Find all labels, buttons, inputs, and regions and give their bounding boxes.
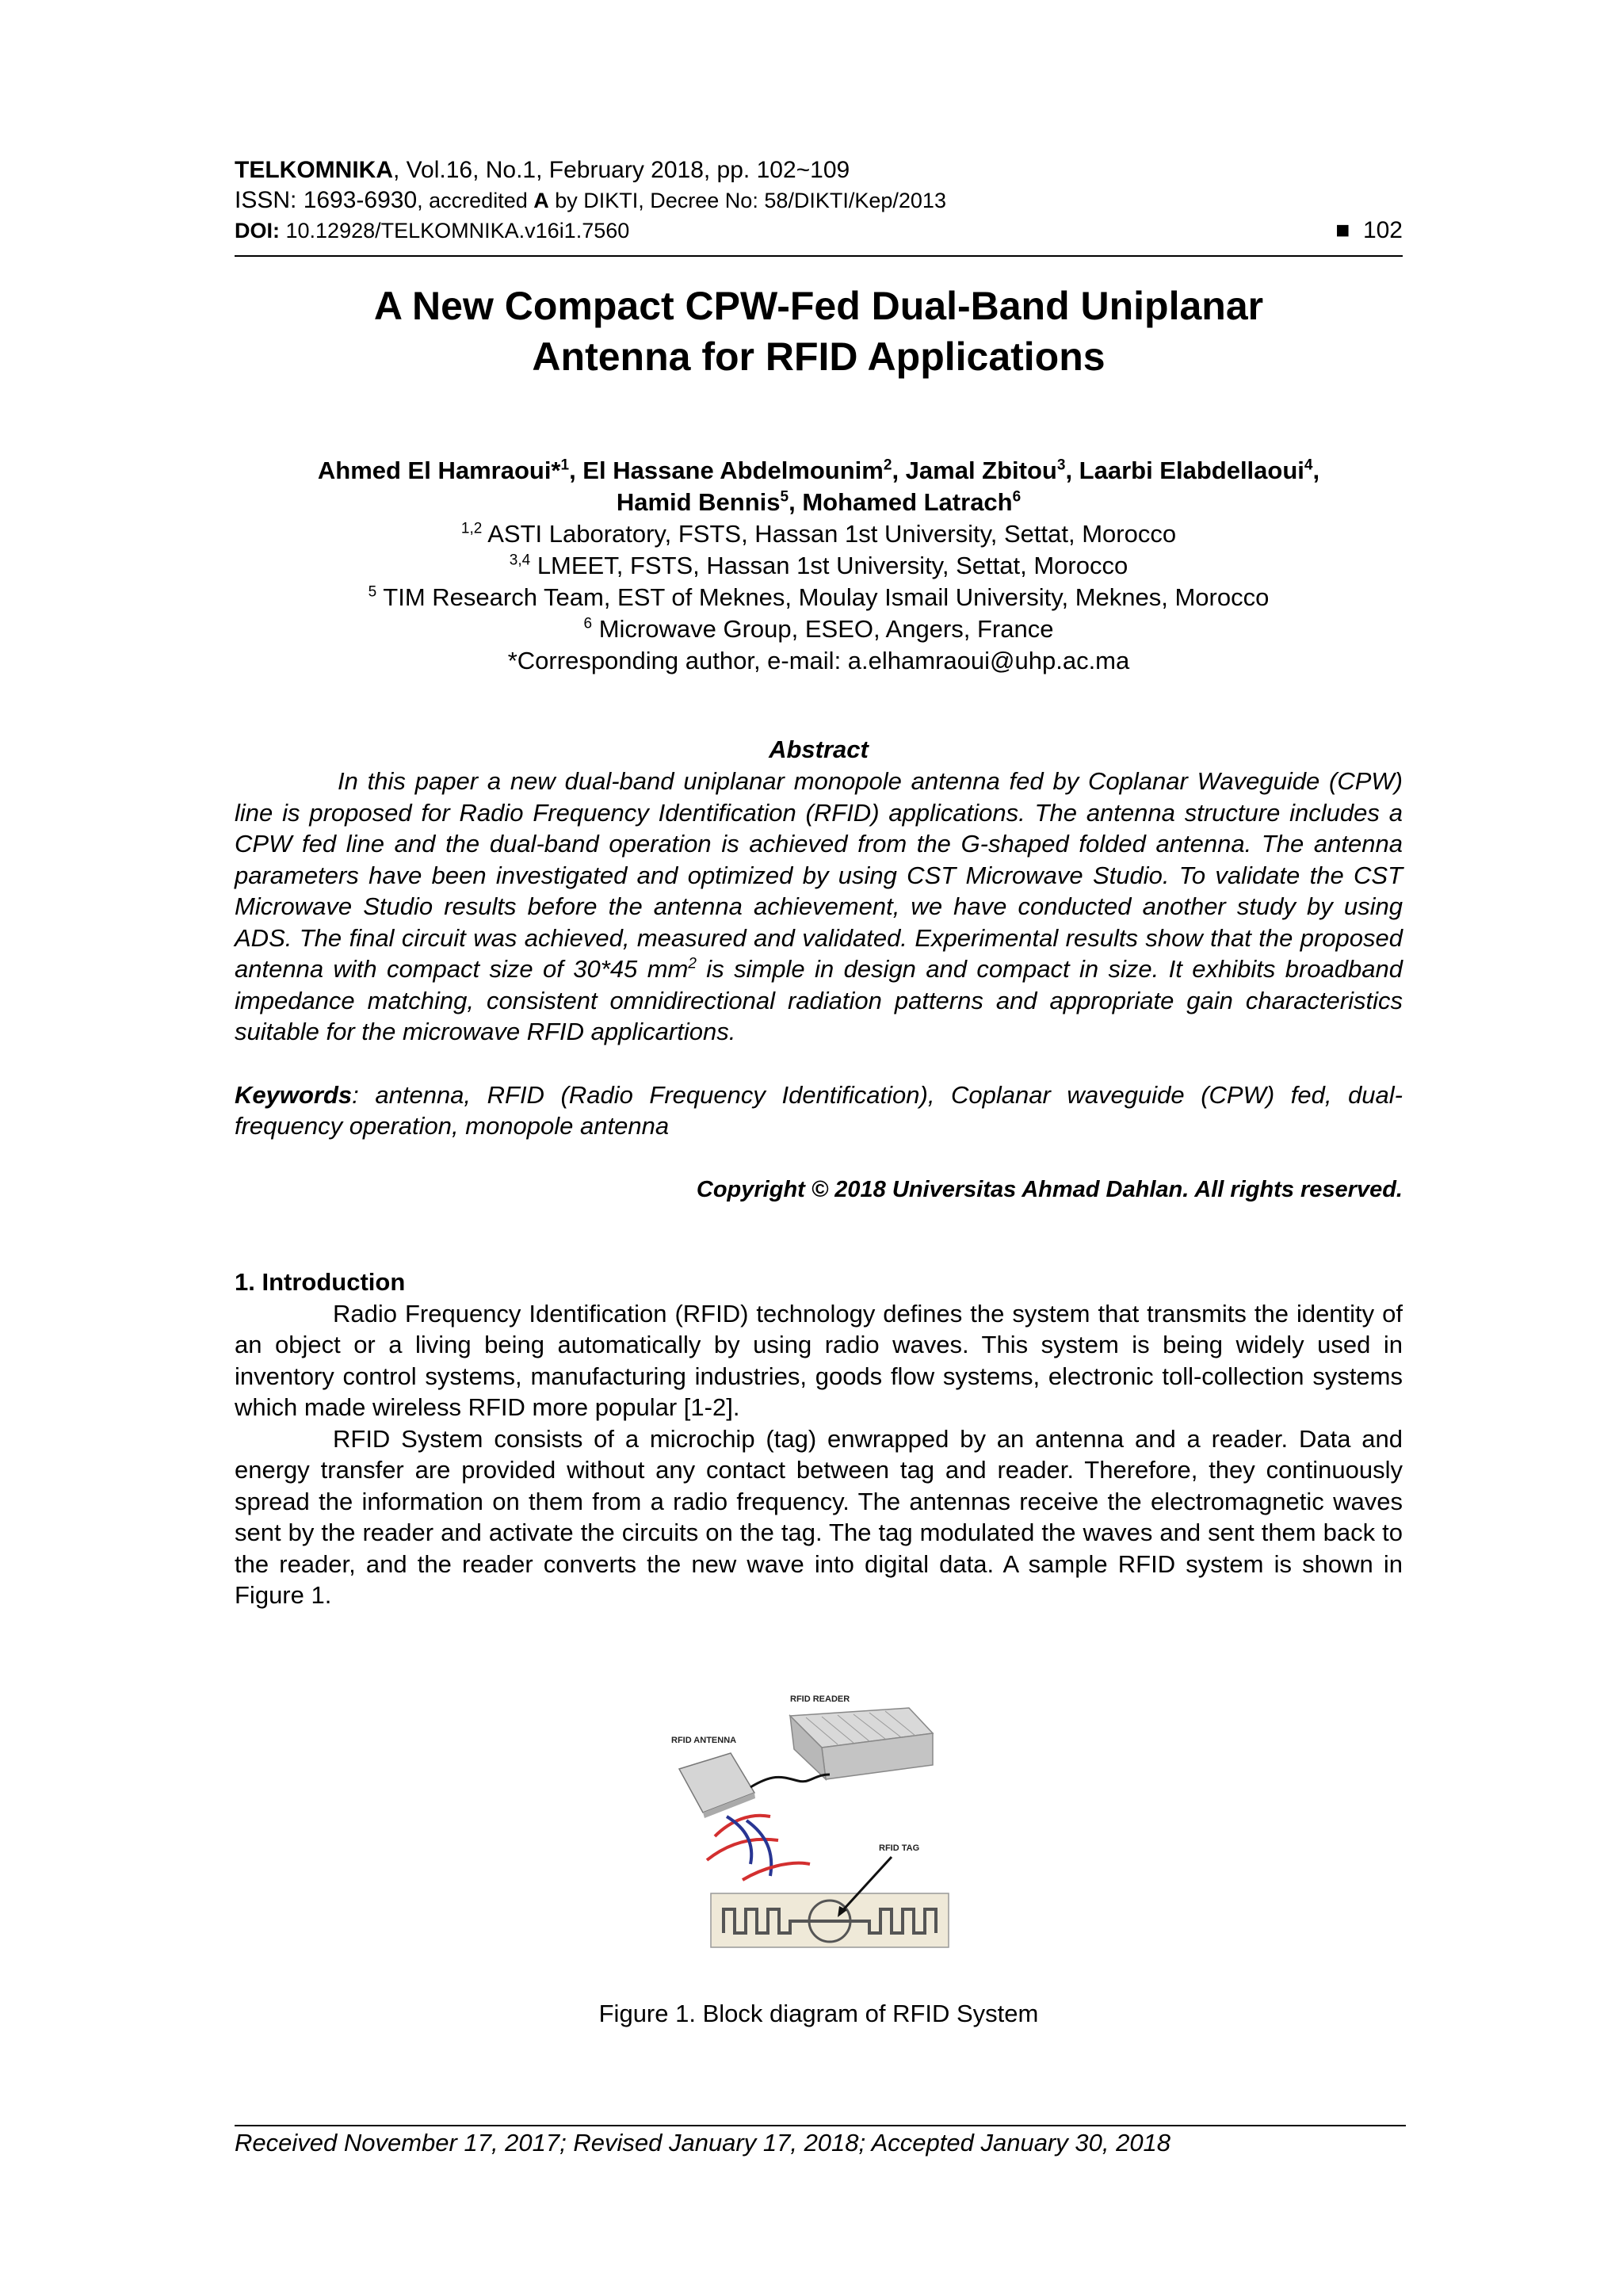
affiliation-list <box>235 518 1403 677</box>
square-bullet-icon: ■ <box>1335 217 1350 243</box>
rfid-antenna-device <box>679 1753 755 1818</box>
footer-rule <box>235 2125 1406 2126</box>
journal-name: TELKOMNIKA <box>235 157 393 183</box>
rfid-system-illustration <box>671 1686 966 1950</box>
label-rfid-tag: RFID TAG <box>879 1843 920 1853</box>
affiliation-sup: 6 <box>583 615 593 632</box>
affiliation <box>235 582 1403 613</box>
label-rfid-reader: RFID READER <box>790 1694 850 1704</box>
title-line-2: Antenna for RFID Applications <box>532 334 1106 379</box>
author-2: , El Hassane Abdelmounim <box>569 457 884 484</box>
author-1: Ahmed El Hamraoui* <box>317 457 561 484</box>
page-number <box>1335 216 1403 246</box>
author-4-comma: , <box>1312 457 1320 484</box>
radio-waves <box>707 1815 810 1879</box>
author-3-sup: 3 <box>1056 457 1066 474</box>
affiliation <box>235 550 1403 582</box>
doi: 10.12928/TELKOMNIKA.v16i1.7560 <box>280 219 630 243</box>
corresponding-author: *Corresponding author, e-mail: a.elhamraoui@uhp.ac.ma <box>507 647 1130 674</box>
abstract-part-a: In this paper a new dual-band uniplanar monopole antenna fed by Coplanar Waveguide (CPW) line is proposed for Radio Frequency Identification (RFID) applications. The antenna structure includes a CPW fed line and the dual-band operation is achieved from the G-shaped folded antenna. The antenna parameters have been investigated and optimized by using CST Microwave Studio. To validate the CST Microwave Studio results before the antenna achievement, we have conducted another study by using ADS. The final circuit was achieved, measured and validated. Experimental results show that the proposed antenna with compact size of 30*45 mm <box>235 767 1403 983</box>
doi-line <box>235 216 1403 246</box>
page <box>235 155 1403 2028</box>
author-list <box>235 455 1403 518</box>
affiliation <box>235 613 1403 645</box>
keywords-label: Keywords <box>235 1080 353 1109</box>
author-3: , Jamal Zbitou <box>892 457 1057 484</box>
doi-label: DOI: <box>235 219 280 243</box>
received-dates: Received November 17, 2017; Revised January 17, 2018; Accepted January 30, 2018 <box>235 2129 1171 2157</box>
abstract-sup: 2 <box>688 955 697 972</box>
abstract-text <box>235 766 1403 1048</box>
keywords <box>235 1079 1403 1142</box>
affiliation-sup: 5 <box>368 583 377 601</box>
abstract-part-b: is simple in design and compact in size. It exhibits broadband impedance matching, consistent omnidirectional radiation patterns and appropriate gain characteristics suitable for the microwave RFID applicartions. <box>235 955 1403 1045</box>
author-6-sup: 6 <box>1012 488 1022 506</box>
intro-paragraph-2: RFID System consists of a microchip (tag) enwrapped by an antenna and a reader. Data and energy transfer are provided without any contact between tag and reader. Therefore, they continuously spread the information on them from a radio frequency. The antennas receive the electromagnetic waves sent by the reader and activate the circuits on the tag. The tag modulated the waves and sent them back to the reader, and the reader converts the new wave into digital data. A sample RFID system is shown in Figure 1. <box>235 1424 1403 1609</box>
header-rule <box>235 255 1403 257</box>
author-2-sup: 2 <box>883 457 892 474</box>
affiliation-sup: 1,2 <box>460 520 483 537</box>
page-number-value: 102 <box>1362 217 1403 243</box>
affiliation <box>235 518 1403 550</box>
affiliation-text: Microwave Group, ESEO, Angers, France <box>592 615 1054 643</box>
accreditation-a: , accredited <box>417 189 534 212</box>
author-4-sup: 4 <box>1304 457 1313 474</box>
affiliation-text: TIM Research Team, EST of Meknes, Moulay Ismail University, Meknes, Morocco <box>376 583 1270 611</box>
section-heading-introduction: 1. Introduction <box>235 1267 406 1296</box>
intro-paragraph-1: Radio Frequency Identification (RFID) technology defines the system that transmits the identity of an object or a living being automatically by using radio waves. This system is being widely used in inventory control systems, manufacturing industries, goods flow systems, electronic toll-collection systems which made wireless RFID more popular [1-2]. <box>235 1299 1403 1421</box>
rfid-tag <box>711 1893 949 1947</box>
affiliation-text: LMEET, FSTS, Hassan 1st University, Settat, Morocco <box>530 552 1128 579</box>
author-5-sup: 5 <box>780 488 789 506</box>
accreditation-grade: A <box>533 189 549 212</box>
antenna-cable <box>750 1775 830 1787</box>
title-line-1: A New Compact CPW-Fed Dual-Band Uniplanar <box>373 284 1264 328</box>
author-5: Hamid Bennis <box>616 488 781 516</box>
abstract-heading: Abstract <box>769 735 869 763</box>
figure-rfid-system <box>671 1686 966 1950</box>
journal-line <box>235 155 1403 185</box>
running-header <box>235 155 1403 246</box>
rfid-reader-device <box>790 1708 933 1779</box>
paper-title <box>235 281 1403 382</box>
copyright-notice: Copyright © 2018 Universitas Ahmad Dahlan. All rights reserved. <box>696 1176 1403 1202</box>
figure-caption: Figure 1. Block diagram of RFID System <box>598 1999 1039 2027</box>
author-6: , Mohamed Latrach <box>789 488 1013 516</box>
label-rfid-antenna: RFID ANTENNA <box>671 1735 737 1745</box>
journal-volume: , Vol.16, No.1, February 2018, pp. 102~109 <box>392 157 850 183</box>
author-1-sup: 1 <box>560 457 570 474</box>
affiliation-text: ASTI Laboratory, FSTS, Hassan 1st University, Settat, Morocco <box>482 520 1177 548</box>
keywords-text: : antenna, RFID (Radio Frequency Identification), Coplanar waveguide (CPW) fed, dual-frequency operation, monopole antenna <box>235 1080 1403 1140</box>
affiliation-sup: 3,4 <box>509 552 531 569</box>
issn-line <box>235 185 1403 216</box>
accreditation-c: by DIKTI, Decree No: 58/DIKTI/Kep/2013 <box>548 189 946 212</box>
issn: ISSN: 1693-6930 <box>235 187 418 213</box>
author-4: , Laarbi Elabdellaoui <box>1065 457 1304 484</box>
